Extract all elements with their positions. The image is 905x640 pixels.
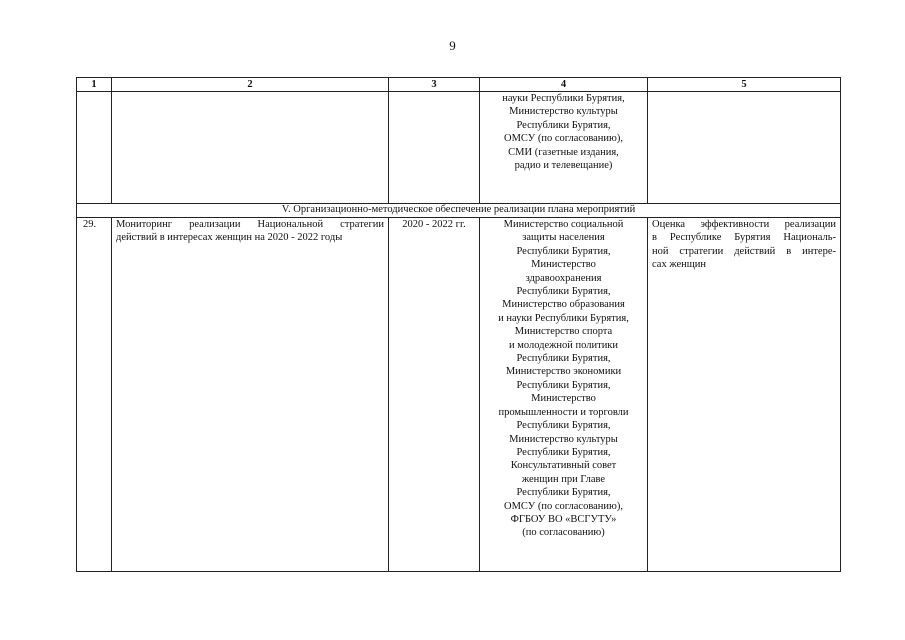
- executor-line: Министерство социальной: [503, 219, 624, 230]
- result-cell: [648, 218, 841, 572]
- executors-cell: [480, 218, 648, 572]
- plan-table: [76, 77, 841, 572]
- executor-line: женщин при Главе: [521, 473, 606, 485]
- executor-line: и молодежной политики: [508, 339, 619, 351]
- period-cell: 2020 - 2022 гг.: [389, 218, 480, 572]
- section-heading-row: [77, 204, 841, 218]
- executor-line: Министерство: [531, 393, 596, 405]
- page-number: 9: [449, 38, 456, 53]
- executor-line: Консультативный совет: [510, 460, 617, 472]
- executor-line: Министерство образования: [502, 299, 625, 311]
- section-title: V. Организационно-методическое обеспечение реализации плана мероприятий: [77, 204, 841, 218]
- column-header: 2: [112, 78, 389, 92]
- executor-line: Республики Бурятия,: [516, 379, 611, 391]
- executor-line: Министерство культуры: [509, 106, 618, 118]
- table-row-continuation: [77, 92, 841, 204]
- activity-line: действий в интересах женщин на 2020 - 2022 годы: [116, 232, 343, 244]
- executor-line: Министерство: [531, 259, 596, 271]
- result-line: сах женщин: [652, 259, 707, 271]
- executor-line: ОМСУ (по согласованию),: [503, 133, 623, 145]
- table-row-29: [77, 218, 841, 572]
- column-header: 3: [389, 78, 480, 92]
- executor-line: Республики Бурятия,: [516, 245, 611, 257]
- table-cell: [77, 92, 112, 204]
- table-cell: [648, 92, 841, 204]
- column-header: 1: [77, 78, 112, 92]
- row-number: 29.: [77, 218, 112, 572]
- executor-line: защиты населения: [522, 232, 605, 244]
- executor-line: Министерство спорта: [514, 326, 613, 338]
- executor-line: Министерство культуры: [509, 433, 618, 445]
- table-header-row: [77, 78, 841, 92]
- executor-line: здравоохранения: [525, 272, 602, 284]
- executor-line: СМИ (газетные издания,: [508, 146, 619, 158]
- executor-line: и науки Республики Бурятия,: [498, 312, 629, 324]
- executor-line: Республики Бурятия,: [516, 420, 611, 432]
- result-line: в Республике Бурятия Националь-: [652, 232, 836, 244]
- executor-line: Республики Бурятия,: [516, 487, 611, 499]
- activity-cell: [112, 218, 389, 572]
- column-header: 5: [648, 78, 841, 92]
- executor-line: Республики Бурятия,: [516, 119, 611, 131]
- table-cell: [389, 92, 480, 204]
- activity-line: Мониторинг реализации Национальной стратегии: [116, 219, 384, 230]
- executor-line: Республики Бурятия,: [516, 286, 611, 298]
- executor-line: (по согласованию): [522, 527, 605, 539]
- result-line: ной стратегии действий в интере-: [652, 245, 836, 257]
- executor-line: промышленности и торговли: [498, 406, 629, 418]
- result-line: Оценка эффективности реализации: [652, 219, 836, 230]
- executor-line: Республики Бурятия,: [516, 353, 611, 365]
- executor-line: радио и телевещание): [514, 160, 613, 172]
- executors-cell: [480, 92, 648, 204]
- executor-line: Республики Бурятия,: [516, 446, 611, 458]
- executor-line: ФГБОУ ВО «ВСГУТУ»: [510, 513, 617, 525]
- column-header: 4: [480, 78, 648, 92]
- table-cell: [112, 92, 389, 204]
- executor-line: науки Республики Бурятия,: [502, 93, 625, 104]
- executor-line: ОМСУ (по согласованию),: [503, 500, 623, 512]
- executor-line: Министерство экономики: [505, 366, 622, 378]
